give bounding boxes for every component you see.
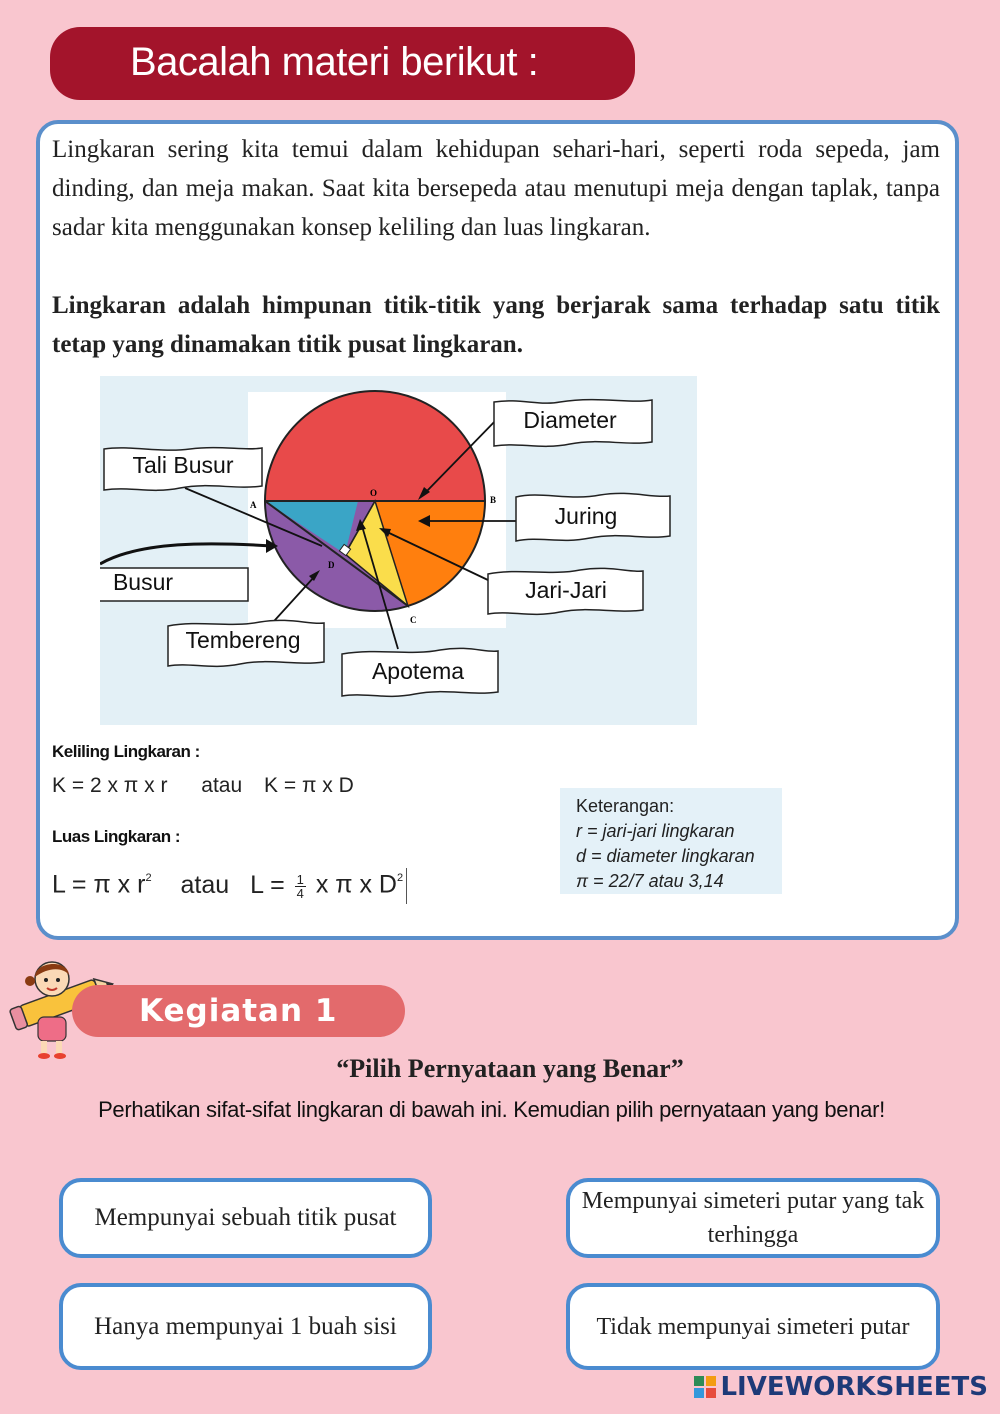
statement-option-2[interactable]: Mempunyai simeteri putar yang tak terhingga <box>566 1178 940 1258</box>
point-c-label: C <box>410 615 417 625</box>
luas-fraction <box>295 873 306 900</box>
luas-formula-left: L = π x r <box>52 870 146 899</box>
label-tembereng: Tembereng <box>185 627 301 653</box>
luas-atau: atau <box>180 870 230 899</box>
label-diameter: Diameter <box>523 407 617 433</box>
label-jari-jari: Jari-Jari <box>525 577 607 603</box>
keliling-label: Keliling Lingkaran : <box>52 742 200 761</box>
label-busur: Busur <box>112 569 174 595</box>
luas-fraction-numerator: 1 <box>296 871 304 887</box>
keliling-formula <box>52 774 354 798</box>
statement-option-3[interactable]: Hanya mempunyai 1 buah sisi <box>59 1283 432 1370</box>
liveworksheets-brand: LIVEWORKSHEETS <box>720 1372 988 1402</box>
luas-right-prefix: L = <box>250 870 285 899</box>
luas-right-exponent: 2 <box>396 871 404 884</box>
keterangan-title: Keterangan: <box>576 796 675 816</box>
label-apotema: Apotema <box>371 658 465 684</box>
keterangan-r: r = jari-jari lingkaran <box>576 821 735 841</box>
material-card <box>36 120 959 940</box>
keterangan-pi: π = 22/7 atau 3,14 <box>576 871 724 891</box>
intro-paragraph: Lingkaran sering kita temui dalam kehidupan sehari-hari, seperti roda sepeda, jam dinding, dan meja makan. Saat kita bersepeda atau menutupi meja dengan taplak, tanpa sadar kita menggunakan konsep keliling dan luas lingkaran. <box>52 136 940 241</box>
point-d-label: D <box>328 560 335 570</box>
label-juring: Juring <box>554 503 618 529</box>
point-a-label: A <box>250 500 257 510</box>
liveworksheets-badge-icon <box>694 1376 716 1398</box>
luas-right-suffix: x π x D <box>315 870 397 899</box>
keliling-formula-left: K = 2 x π x r <box>52 774 168 797</box>
point-b-label: B <box>490 495 497 505</box>
page-header-banner <box>50 27 635 100</box>
activity-banner <box>72 985 405 1037</box>
keliling-formula-right: K = π x D <box>264 774 354 797</box>
activity-title: “Pilih Pernyataan yang Benar” <box>336 1054 684 1083</box>
keliling-atau: atau <box>201 774 243 797</box>
activity-instruction: Perhatikan sifat-sifat lingkaran di bawah ini. Kemudian pilih pernyataan yang benar! <box>98 1097 885 1122</box>
point-o-label: O <box>370 488 378 498</box>
statement-option-1[interactable]: Mempunyai sebuah titik pusat <box>59 1178 432 1258</box>
circle-parts-diagram <box>100 376 697 725</box>
page-title: Bacalah materi berikut : <box>130 40 539 84</box>
luas-formula <box>52 868 407 904</box>
definition-paragraph: Lingkaran adalah himpunan titik-titik yang berjarak sama terhadap satu titik tetap yang dinamakan titik pusat lingkaran. <box>52 292 940 358</box>
activity-banner-label: Kegiatan 1 <box>139 993 338 1029</box>
label-tali-busur: Tali Busur <box>132 452 234 478</box>
keterangan-box <box>560 788 782 894</box>
keterangan-d: d = diameter lingkaran <box>576 846 755 866</box>
luas-left-exponent: 2 <box>145 871 152 884</box>
text-cursor <box>406 868 407 904</box>
statement-option-4[interactable]: Tidak mempunyai simeteri putar <box>566 1283 940 1370</box>
luas-fraction-denominator: 4 <box>296 885 304 901</box>
luas-label: Luas Lingkaran : <box>52 827 181 846</box>
liveworksheets-logo <box>694 1372 988 1402</box>
